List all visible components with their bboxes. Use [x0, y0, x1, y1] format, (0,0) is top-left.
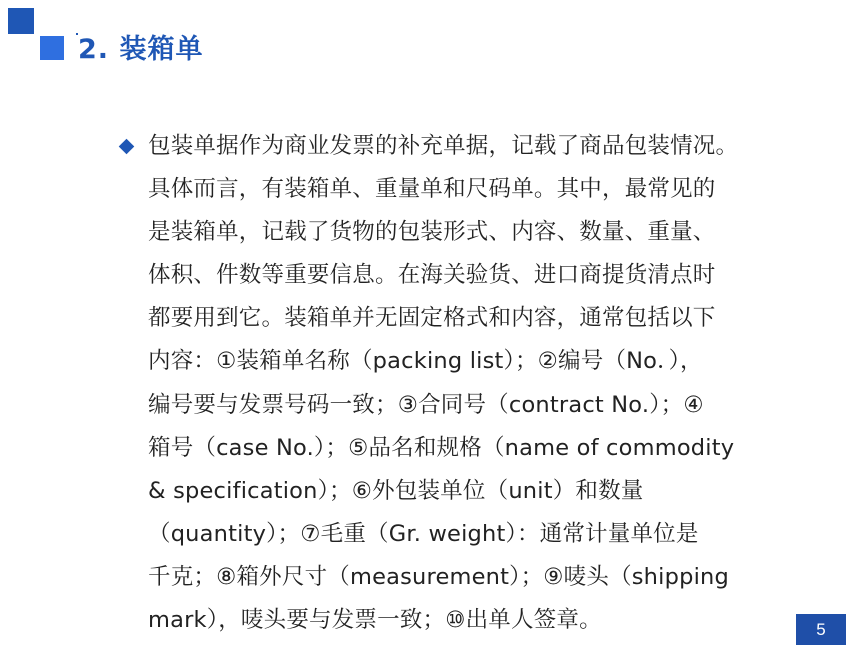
body-line: 都要用到它。装箱单并无固定格式和内容，通常包括以下 — [148, 305, 716, 332]
body-line: 箱号（case No.）；⑤品名和规格（name of commodity — [148, 434, 735, 461]
page-number-badge: 5 — [796, 614, 846, 645]
slide-title: 2. 装箱单 — [78, 34, 204, 65]
body-line: 千克；⑧箱外尺寸（measurement）；⑨唛头（shipping — [148, 563, 729, 590]
corner-square-small-icon — [40, 36, 64, 60]
body-line: 是装箱单，记载了货物的包装形式、内容、数量、重量、 — [148, 219, 716, 246]
body-line: 内容：①装箱单名称（packing list）；②编号（No．）， — [148, 348, 703, 375]
corner-square-large-icon — [8, 8, 34, 34]
body-line: 包装单据作为商业发票的补充单据，记载了商品包装情况。 — [148, 133, 739, 159]
body-line: 编号要与发票号码一致；③合同号（contract No.）；④ — [148, 391, 704, 418]
body-line: 体积、件数等重要信息。在海关验货、进口商提货清点时 — [148, 262, 716, 289]
body-paragraph — [148, 125, 778, 642]
body-line: & specification）；⑥外包装单位（unit）和数量 — [148, 477, 644, 504]
body-line: mark），唛头要与发票一致；⑩出单人签章。 — [148, 607, 602, 634]
body-line: 具体而言，有装箱单、重量单和尺码单。其中，最常见的 — [148, 176, 716, 203]
diamond-bullet-icon — [119, 139, 135, 155]
body-line: （quantity）；⑦毛重（Gr. weight）：通常计量单位是 — [148, 520, 699, 547]
